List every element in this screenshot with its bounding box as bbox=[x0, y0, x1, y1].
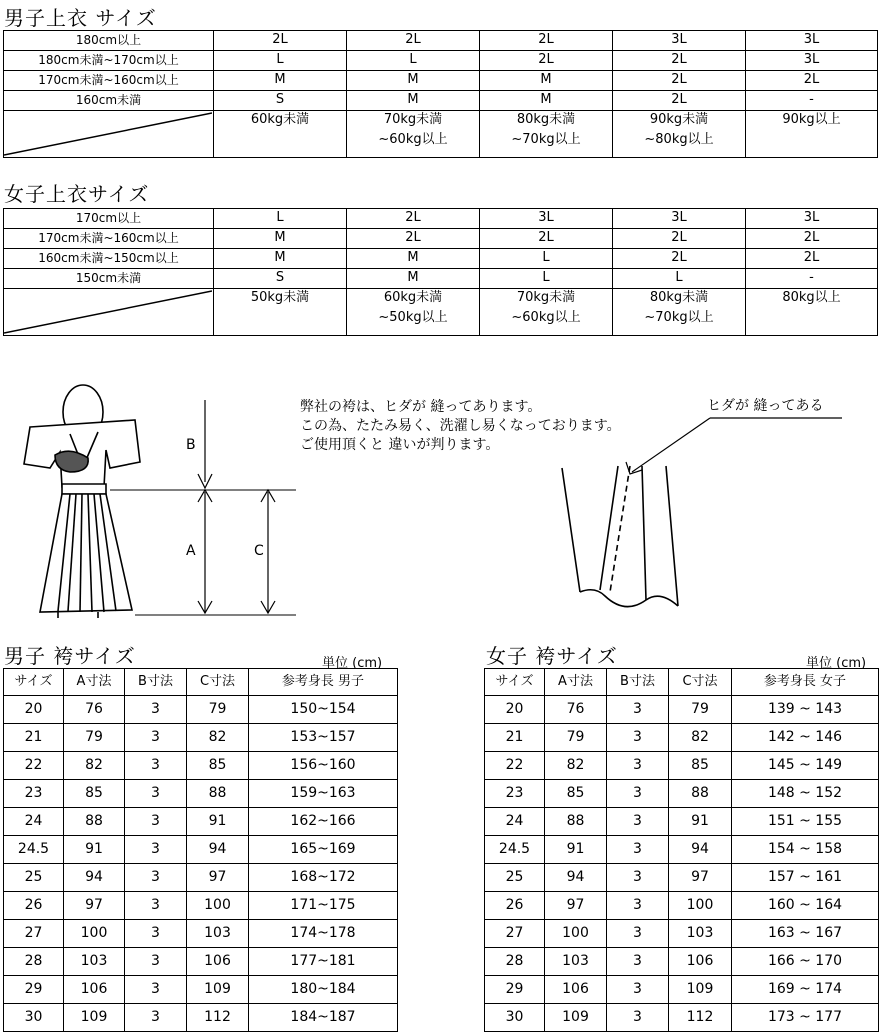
size-cell: S bbox=[214, 91, 347, 111]
size-cell: 2L bbox=[480, 51, 613, 71]
size-cell: M bbox=[347, 269, 480, 289]
size-cell: 3L bbox=[746, 209, 878, 229]
table-row bbox=[4, 780, 398, 808]
table-cell: 160 ~ 164 bbox=[732, 892, 879, 920]
hakama-figure-illustration bbox=[0, 372, 300, 622]
table-cell: 106 bbox=[545, 976, 607, 1004]
table-cell: 145 ~ 149 bbox=[732, 752, 879, 780]
size-cell: M bbox=[347, 71, 480, 91]
column-header: 参考身長 女子 bbox=[732, 669, 879, 696]
table-cell: 163 ~ 167 bbox=[732, 920, 879, 948]
size-cell: 2L bbox=[214, 31, 347, 51]
size-cell: M bbox=[214, 249, 347, 269]
size-cell: 2L bbox=[480, 229, 613, 249]
table-row bbox=[485, 864, 879, 892]
table-cell: 21 bbox=[485, 724, 545, 752]
men-hakama-table bbox=[3, 668, 398, 1032]
size-cell: M bbox=[347, 249, 480, 269]
table-cell: 3 bbox=[607, 780, 669, 808]
size-cell: 3L bbox=[746, 31, 878, 51]
height-label: 170cm以上 bbox=[4, 209, 214, 229]
weight-cell: 60kg未満 ~50kg以上 bbox=[347, 289, 480, 336]
table-cell: 109 bbox=[545, 1004, 607, 1032]
table-row bbox=[4, 31, 878, 51]
column-header: B寸法 bbox=[607, 669, 669, 696]
table-row bbox=[485, 1004, 879, 1032]
table-cell: 21 bbox=[4, 724, 64, 752]
table-cell: 151 ~ 155 bbox=[732, 808, 879, 836]
table-cell: 25 bbox=[4, 864, 64, 892]
table-row bbox=[4, 249, 878, 269]
table-cell: 156~160 bbox=[249, 752, 398, 780]
table-row bbox=[4, 696, 398, 724]
size-cell: 2L bbox=[613, 229, 746, 249]
table-cell: 100 bbox=[64, 920, 125, 948]
table-row bbox=[485, 892, 879, 920]
size-cell: 2L bbox=[613, 91, 746, 111]
table-cell: 168~172 bbox=[249, 864, 398, 892]
dimension-label-c: C bbox=[254, 543, 264, 559]
table-cell: 91 bbox=[545, 836, 607, 864]
diagonal-corner-cell bbox=[4, 289, 214, 336]
table-row bbox=[4, 836, 398, 864]
men-top-title: 男子上衣 サイズ bbox=[4, 6, 157, 30]
column-header: A寸法 bbox=[545, 669, 607, 696]
table-cell: 3 bbox=[607, 948, 669, 976]
table-row bbox=[485, 976, 879, 1004]
table-cell: 30 bbox=[485, 1004, 545, 1032]
table-cell: 82 bbox=[64, 752, 125, 780]
table-row bbox=[4, 808, 398, 836]
table-cell: 91 bbox=[187, 808, 249, 836]
table-cell: 174~178 bbox=[249, 920, 398, 948]
table-cell: 180~184 bbox=[249, 976, 398, 1004]
table-cell: 3 bbox=[125, 836, 187, 864]
size-cell: 3L bbox=[613, 31, 746, 51]
men-hakama-unit: 単位 (cm) bbox=[322, 656, 383, 671]
table-cell: 97 bbox=[669, 864, 732, 892]
weight-cell: 70kg未満 ~60kg以上 bbox=[347, 111, 480, 158]
table-cell: 26 bbox=[485, 892, 545, 920]
table-cell: 29 bbox=[485, 976, 545, 1004]
table-cell: 24 bbox=[4, 808, 64, 836]
size-cell: 2L bbox=[746, 249, 878, 269]
table-cell: 100 bbox=[545, 920, 607, 948]
weight-row bbox=[4, 289, 878, 336]
table-cell: 165~169 bbox=[249, 836, 398, 864]
table-row bbox=[485, 724, 879, 752]
height-label: 160cm未満 bbox=[4, 91, 214, 111]
table-cell: 23 bbox=[485, 780, 545, 808]
table-cell: 100 bbox=[187, 892, 249, 920]
table-row bbox=[4, 752, 398, 780]
size-cell: - bbox=[746, 269, 878, 289]
table-cell: 79 bbox=[669, 696, 732, 724]
table-cell: 26 bbox=[4, 892, 64, 920]
table-cell: 28 bbox=[4, 948, 64, 976]
table-cell: 142 ~ 146 bbox=[732, 724, 879, 752]
table-cell: 3 bbox=[607, 976, 669, 1004]
table-cell: 166 ~ 170 bbox=[732, 948, 879, 976]
table-cell: 25 bbox=[485, 864, 545, 892]
table-row bbox=[485, 948, 879, 976]
table-cell: 3 bbox=[125, 696, 187, 724]
table-cell: 85 bbox=[545, 780, 607, 808]
table-row bbox=[4, 71, 878, 91]
table-cell: 100 bbox=[669, 892, 732, 920]
table-cell: 3 bbox=[607, 864, 669, 892]
table-row bbox=[485, 920, 879, 948]
table-row bbox=[4, 269, 878, 289]
table-cell: 29 bbox=[4, 976, 64, 1004]
women-hakama-title: 女子 袴サイズ bbox=[486, 644, 618, 668]
weight-cell: 80kg以上 bbox=[746, 289, 878, 336]
table-row bbox=[4, 976, 398, 1004]
pleat-caption: ヒダが 縫ってある bbox=[707, 398, 824, 414]
table-cell: 109 bbox=[187, 976, 249, 1004]
table-cell: 3 bbox=[607, 920, 669, 948]
column-header: サイズ bbox=[485, 669, 545, 696]
note-line: ご使用頂くと 違いが判ります。 bbox=[300, 437, 500, 453]
size-cell: 2L bbox=[347, 31, 480, 51]
table-row bbox=[4, 724, 398, 752]
size-cell: 3L bbox=[613, 209, 746, 229]
column-header: B寸法 bbox=[125, 669, 187, 696]
column-header: C寸法 bbox=[669, 669, 732, 696]
weight-cell: 80kg未満 ~70kg以上 bbox=[613, 289, 746, 336]
diagonal-line bbox=[4, 290, 212, 334]
note-line: 弊社の袴は、ヒダが 縫ってあります。 bbox=[300, 399, 542, 415]
table-cell: 106 bbox=[669, 948, 732, 976]
table-cell: 150~154 bbox=[249, 696, 398, 724]
table-cell: 76 bbox=[545, 696, 607, 724]
height-label: 160cm未満~150cm以上 bbox=[4, 249, 214, 269]
size-cell: L bbox=[347, 51, 480, 71]
table-cell: 153~157 bbox=[249, 724, 398, 752]
table-cell: 3 bbox=[125, 724, 187, 752]
size-cell: L bbox=[214, 51, 347, 71]
table-cell: 3 bbox=[125, 976, 187, 1004]
table-cell: 85 bbox=[187, 752, 249, 780]
table-header-row bbox=[4, 669, 398, 696]
column-header: サイズ bbox=[4, 669, 64, 696]
column-header: 参考身長 男子 bbox=[249, 669, 398, 696]
column-header: C寸法 bbox=[187, 669, 249, 696]
table-cell: 3 bbox=[607, 1004, 669, 1032]
size-cell: 2L bbox=[613, 249, 746, 269]
table-row bbox=[4, 209, 878, 229]
table-cell: 3 bbox=[125, 948, 187, 976]
column-header: A寸法 bbox=[64, 669, 125, 696]
table-cell: 20 bbox=[4, 696, 64, 724]
size-cell: L bbox=[480, 269, 613, 289]
table-row bbox=[485, 696, 879, 724]
table-cell: 82 bbox=[669, 724, 732, 752]
table-cell: 79 bbox=[64, 724, 125, 752]
table-cell: 3 bbox=[607, 836, 669, 864]
table-cell: 154 ~ 158 bbox=[732, 836, 879, 864]
table-cell: 85 bbox=[64, 780, 125, 808]
table-cell: 184~187 bbox=[249, 1004, 398, 1032]
table-cell: 103 bbox=[545, 948, 607, 976]
dimension-label-b: B bbox=[186, 437, 196, 453]
size-cell: 2L bbox=[480, 31, 613, 51]
women-hakama-table bbox=[484, 668, 879, 1032]
height-label: 180cm未満~170cm以上 bbox=[4, 51, 214, 71]
table-row bbox=[4, 948, 398, 976]
table-row bbox=[485, 780, 879, 808]
table-cell: 139 ~ 143 bbox=[732, 696, 879, 724]
size-cell: 2L bbox=[746, 229, 878, 249]
table-cell: 28 bbox=[485, 948, 545, 976]
women-hakama-unit: 単位 (cm) bbox=[806, 656, 867, 671]
size-cell: 2L bbox=[613, 71, 746, 91]
height-label: 180cm以上 bbox=[4, 31, 214, 51]
weight-cell: 90kg以上 bbox=[746, 111, 878, 158]
table-cell: 23 bbox=[4, 780, 64, 808]
size-cell: 3L bbox=[746, 51, 878, 71]
diagonal-line bbox=[4, 112, 212, 156]
table-cell: 97 bbox=[64, 892, 125, 920]
table-cell: 3 bbox=[125, 864, 187, 892]
table-cell: 3 bbox=[125, 780, 187, 808]
height-label: 170cm未満~160cm以上 bbox=[4, 71, 214, 91]
table-row bbox=[485, 808, 879, 836]
table-cell: 30 bbox=[4, 1004, 64, 1032]
table-cell: 97 bbox=[187, 864, 249, 892]
table-cell: 3 bbox=[607, 892, 669, 920]
table-cell: 27 bbox=[4, 920, 64, 948]
table-cell: 24.5 bbox=[4, 836, 64, 864]
size-cell: 2L bbox=[347, 229, 480, 249]
table-cell: 22 bbox=[4, 752, 64, 780]
table-cell: 94 bbox=[64, 864, 125, 892]
table-cell: 79 bbox=[545, 724, 607, 752]
table-cell: 88 bbox=[187, 780, 249, 808]
size-cell: 2L bbox=[746, 71, 878, 91]
table-cell: 88 bbox=[545, 808, 607, 836]
size-cell: L bbox=[613, 269, 746, 289]
weight-cell: 80kg未満 ~70kg以上 bbox=[480, 111, 613, 158]
table-row bbox=[4, 864, 398, 892]
table-cell: 103 bbox=[669, 920, 732, 948]
table-cell: 94 bbox=[187, 836, 249, 864]
size-cell: L bbox=[214, 209, 347, 229]
table-header-row bbox=[485, 669, 879, 696]
size-cell: 2L bbox=[347, 209, 480, 229]
table-cell: 177~181 bbox=[249, 948, 398, 976]
table-cell: 109 bbox=[64, 1004, 125, 1032]
men-hakama-title: 男子 袴サイズ bbox=[4, 644, 136, 668]
table-cell: 157 ~ 161 bbox=[732, 864, 879, 892]
table-cell: 3 bbox=[125, 808, 187, 836]
table-cell: 112 bbox=[669, 1004, 732, 1032]
table-cell: 22 bbox=[485, 752, 545, 780]
weight-cell: 70kg未満 ~60kg以上 bbox=[480, 289, 613, 336]
height-label: 170cm未満~160cm以上 bbox=[4, 229, 214, 249]
table-cell: 85 bbox=[669, 752, 732, 780]
table-cell: 3 bbox=[125, 920, 187, 948]
table-cell: 162~166 bbox=[249, 808, 398, 836]
size-cell: 2L bbox=[613, 51, 746, 71]
table-cell: 148 ~ 152 bbox=[732, 780, 879, 808]
table-cell: 173 ~ 177 bbox=[732, 1004, 879, 1032]
weight-cell: 60kg未満 bbox=[214, 111, 347, 158]
size-cell: S bbox=[214, 269, 347, 289]
weight-cell: 90kg未満 ~80kg以上 bbox=[613, 111, 746, 158]
table-row bbox=[4, 91, 878, 111]
table-cell: 76 bbox=[64, 696, 125, 724]
table-row bbox=[485, 836, 879, 864]
table-cell: 109 bbox=[669, 976, 732, 1004]
table-cell: 103 bbox=[187, 920, 249, 948]
note-line: この為、たたみ易く、洗濯し易くなっております。 bbox=[300, 418, 621, 434]
size-cell: M bbox=[347, 91, 480, 111]
table-cell: 169 ~ 174 bbox=[732, 976, 879, 1004]
table-cell: 3 bbox=[607, 808, 669, 836]
table-cell: 3 bbox=[125, 752, 187, 780]
table-cell: 3 bbox=[125, 892, 187, 920]
table-row bbox=[485, 752, 879, 780]
table-cell: 94 bbox=[669, 836, 732, 864]
weight-row bbox=[4, 111, 878, 158]
table-cell: 3 bbox=[607, 696, 669, 724]
table-cell: 20 bbox=[485, 696, 545, 724]
table-cell: 82 bbox=[545, 752, 607, 780]
table-cell: 91 bbox=[669, 808, 732, 836]
table-row bbox=[4, 51, 878, 71]
women-top-title: 女子上衣サイズ bbox=[4, 182, 150, 206]
table-cell: 3 bbox=[607, 752, 669, 780]
size-cell: L bbox=[480, 249, 613, 269]
table-cell: 24.5 bbox=[485, 836, 545, 864]
size-cell: M bbox=[480, 91, 613, 111]
table-cell: 159~163 bbox=[249, 780, 398, 808]
men-top-size-table bbox=[3, 30, 878, 158]
size-cell: 3L bbox=[480, 209, 613, 229]
table-cell: 79 bbox=[187, 696, 249, 724]
table-cell: 88 bbox=[64, 808, 125, 836]
table-cell: 88 bbox=[669, 780, 732, 808]
table-row bbox=[4, 892, 398, 920]
table-cell: 91 bbox=[64, 836, 125, 864]
height-label: 150cm未満 bbox=[4, 269, 214, 289]
size-cell: M bbox=[214, 71, 347, 91]
table-cell: 106 bbox=[64, 976, 125, 1004]
table-row bbox=[4, 1004, 398, 1032]
table-cell: 3 bbox=[125, 1004, 187, 1032]
dimension-label-a: A bbox=[186, 543, 196, 559]
size-cell: M bbox=[214, 229, 347, 249]
pleat-detail-illustration bbox=[550, 410, 880, 610]
table-cell: 112 bbox=[187, 1004, 249, 1032]
table-cell: 3 bbox=[607, 724, 669, 752]
size-cell: M bbox=[480, 71, 613, 91]
table-cell: 106 bbox=[187, 948, 249, 976]
table-row bbox=[4, 229, 878, 249]
table-cell: 94 bbox=[545, 864, 607, 892]
weight-cell: 50kg未満 bbox=[214, 289, 347, 336]
diagonal-corner-cell bbox=[4, 111, 214, 158]
size-cell: - bbox=[746, 91, 878, 111]
women-top-size-table bbox=[3, 208, 878, 336]
table-cell: 82 bbox=[187, 724, 249, 752]
table-cell: 171~175 bbox=[249, 892, 398, 920]
table-cell: 97 bbox=[545, 892, 607, 920]
table-cell: 103 bbox=[64, 948, 125, 976]
table-cell: 24 bbox=[485, 808, 545, 836]
table-cell: 27 bbox=[485, 920, 545, 948]
table-row bbox=[4, 920, 398, 948]
